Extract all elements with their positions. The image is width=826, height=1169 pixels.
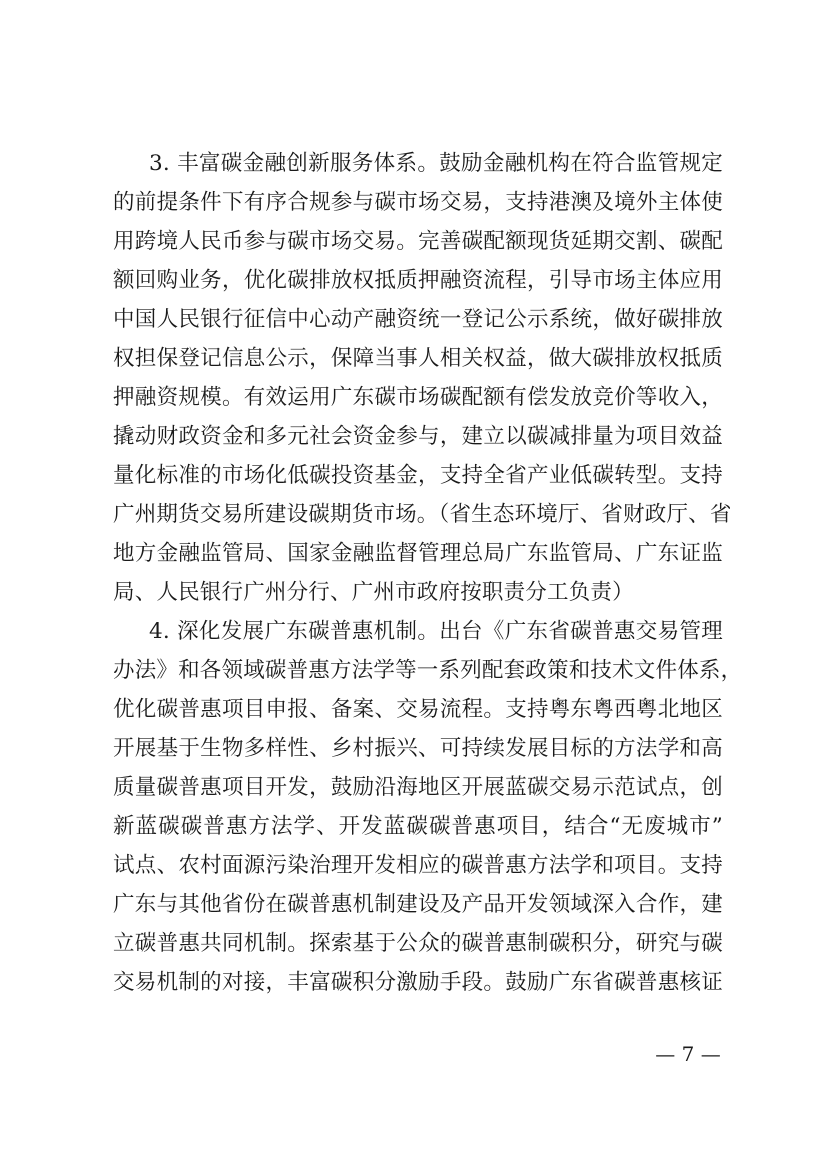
paragraph-3-line-6: 权担保登记信息公示，保障当事人相关权益，做大碳排放权抵质 — [113, 346, 723, 371]
paragraph-4-line-6: 新蓝碳碳普惠方法学、开发蓝碳碳普惠项目，结合“无废城市” — [113, 814, 723, 839]
paragraph-3-line-4: 额回购业务，优化碳排放权抵质押融资流程，引导市场主体应用 — [113, 268, 723, 293]
paragraph-4-line-5: 质量碳普惠项目开发，鼓励沿海地区开展蓝碳交易示范试点，创 — [113, 775, 723, 800]
paragraph-3-line-1: 3. 丰富碳金融创新服务体系。鼓励金融机构在符合监管规定 — [149, 151, 723, 176]
paragraph-3-line-8: 撬动财政资金和多元社会资金参与，建立以碳减排量为项目效益 — [113, 424, 723, 449]
paragraph-4-line-10: 交易机制的对接，丰富碳积分激励手段。鼓励广东省碳普惠核证 — [113, 970, 723, 995]
paragraph-3-line-7: 押融资规模。有效运用广东碳市场碳配额有偿发放竞价等收入， — [113, 385, 723, 410]
paragraph-3-line-10: 广州期货交易所建设碳期货市场。（省生态环境厅、省财政厅、省 — [113, 502, 732, 527]
paragraph-3-line-2: 的前提条件下有序合规参与碳市场交易，支持港澳及境外主体使 — [113, 190, 723, 215]
paragraph-4-line-9: 立碳普惠共同机制。探索基于公众的碳普惠制碳积分，研究与碳 — [113, 931, 723, 956]
paragraph-3-line-12: 局、人民银行广州分行、广州市政府按职责分工负责） — [113, 580, 634, 605]
paragraph-4-line-1: 4. 深化发展广东碳普惠机制。出台《广东省碳普惠交易管理 — [149, 619, 723, 644]
paragraph-3-line-9: 量化标准的市场化低碳投资基金，支持全省产业低碳转型。支持 — [113, 463, 723, 488]
paragraph-4-line-4: 开展基于生物多样性、乡村振兴、可持续发展目标的方法学和高 — [113, 736, 723, 761]
page-number: — 7 — — [655, 1042, 721, 1066]
paragraph-3-line-11: 地方金融监管局、国家金融监督管理总局广东监管局、广东证监 — [113, 541, 723, 566]
paragraph-3-line-3: 用跨境人民币参与碳市场交易。完善碳配额现货延期交割、碳配 — [113, 229, 723, 254]
paragraph-4-line-8: 广东与其他省份在碳普惠机制建设及产品开发领域深入合作，建 — [113, 892, 723, 917]
paragraph-3-line-5: 中国人民银行征信中心动产融资统一登记公示系统，做好碳排放 — [113, 307, 723, 332]
paragraph-4-line-2: 办法》和各领域碳普惠方法学等一系列配套政策和技术文件体系， — [113, 658, 743, 683]
paragraph-4-line-7: 试点、农村面源污染治理开发相应的碳普惠方法学和项目。支持 — [113, 853, 723, 878]
paragraph-4-line-3: 优化碳普惠项目申报、备案、交易流程。支持粤东粤西粤北地区 — [113, 697, 723, 722]
